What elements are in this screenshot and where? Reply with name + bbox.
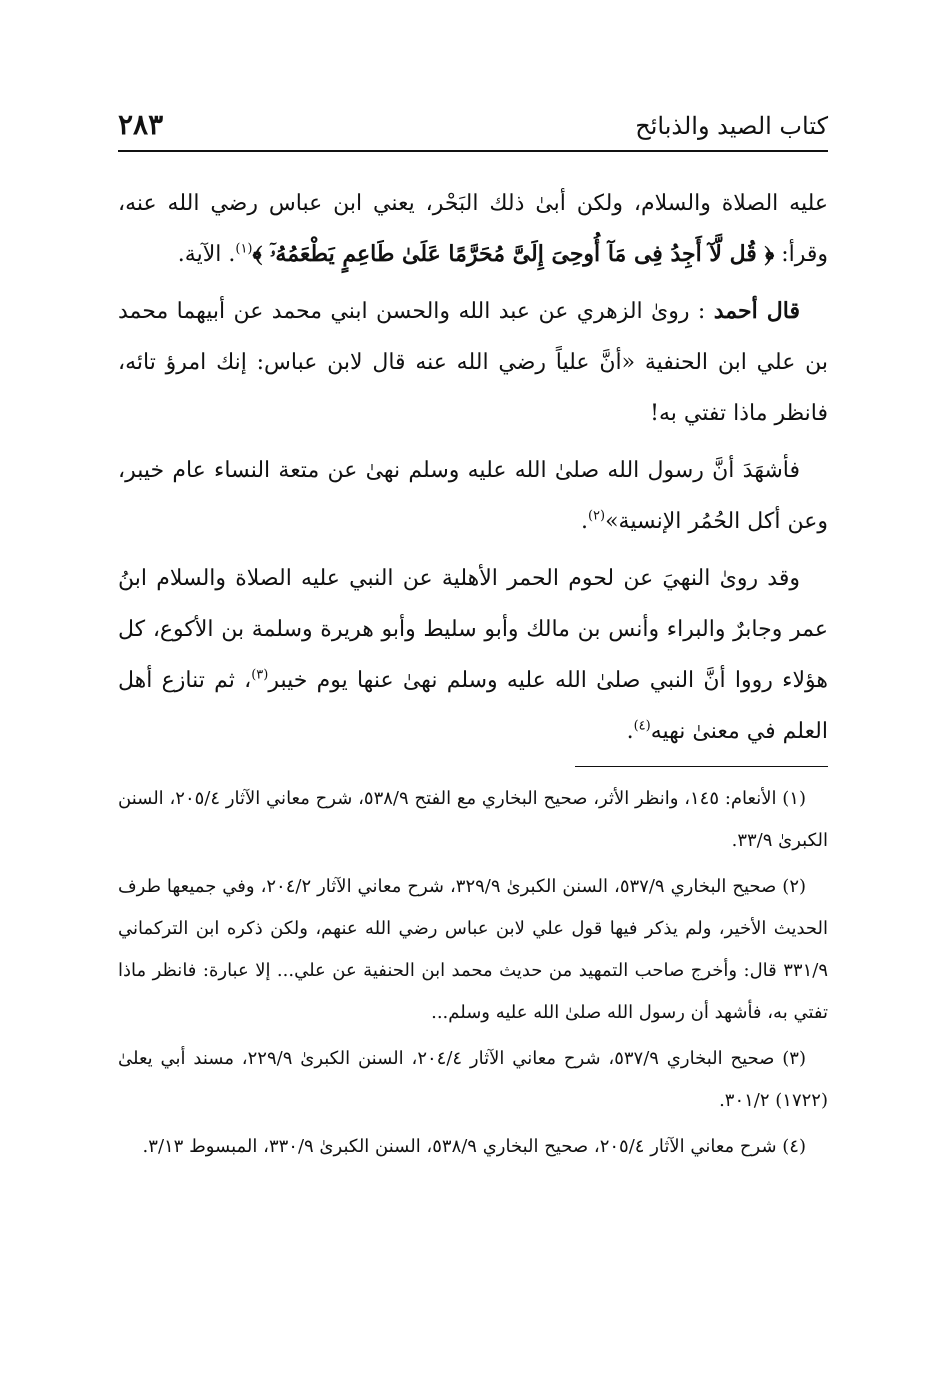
- speaker-label: قال أحمد: [713, 298, 801, 324]
- paragraph-4-end: .: [626, 719, 634, 744]
- running-title: كتاب الصيد والذبائح: [635, 112, 828, 140]
- footnotes-separator: [575, 766, 828, 767]
- page-header: [118, 104, 828, 148]
- paragraph-4-mid: ، ثم تنازع أهل العلم في معنىٰ نهيه: [118, 668, 828, 744]
- main-text: [118, 178, 828, 763]
- paragraph-1: [118, 178, 828, 280]
- paragraph-4-text: وقد رویٰ النهيَ عن لحوم الحمر الأهلية عن النبي عليه الصلاة والسلام ابنُ عمر وجابرٌ والبراء وأنس بن مالك وأبو سليط وأبو هريرة وسلمة بن الأكوع، كل هؤلاء رووا أنَّ النبي صلىٰ الله عليه وسلم نهىٰ عنها يوم خيبر: [118, 566, 829, 693]
- footnote-2: (٢) صحيح البخاري ٥٣٧/٩، السنن الكبرىٰ ٣٢٩/٩، شرح معاني الآثار ٢٠٤/٢، وفي جميعها طرف الحديث الأخير، ولم يذكر فيها قول علي لابن عباس رضي الله عنهم، ولكن ذكره ابن التركماني ٣٣١/٩ قال: وأخرج صاحب التمهيد من حديث محمد ابن الحنفية عن علي... إلا عبارة: فانظر ماذا تفتي به، فأشهد أن رسول الله صلىٰ الله عليه وسلم...: [118, 876, 829, 1023]
- footnote-1: (١) الأنعام: ١٤٥، وانظر الأثر، صحيح البخاري مع الفتح ٥٣٨/٩، شرح معاني الآثار ٢٠٥/٤، السنن الكبرىٰ ٣٣/٩.: [118, 788, 828, 851]
- page-number: ٢٨٣: [118, 108, 164, 141]
- footnotes: [118, 778, 828, 1172]
- paragraph-2-text: : رویٰ الزهري عن عبد الله والحسن ابني محمد عن أبيهما محمد بن علي ابن الحنفية «أنَّ علياً رضي الله عنه قال لابن عباس: إنك امرؤ تائه، فانظر ماذا تفتي به!: [118, 299, 828, 426]
- footnote-ref-3: (٣): [251, 667, 269, 683]
- paragraph-3-end: .: [580, 509, 588, 534]
- footnote-4: (٤) شرح معاني الآثار ٢٠٥/٤، صحيح البخاري ٥٣٨/٩، السنن الكبرىٰ ٣٣٠/٩، المبسوط ٣/١٣.: [142, 1136, 806, 1157]
- paragraph-3: [118, 445, 828, 547]
- quran-verse: ﴿ قُل لَّآ أَجِدُ فِى مَآ أُوحِىَ إِلَىَّ مُحَرَّمًا عَلَىٰ طَاعِمٍ يَطْعَمُهُۥٓ ﴾: [252, 241, 775, 267]
- paragraph-2: [118, 286, 828, 439]
- paragraph-4: [118, 553, 828, 757]
- paragraph-3-text: فأشهَدَ أنَّ رسول الله صلىٰ الله عليه وسلم نهىٰ عن متعة النساء عام خيبر، وعن أكل الحُمُر الإنسية»: [118, 458, 828, 534]
- paragraph-1-text: عليه الصلاة والسلام، ولكن أبىٰ ذلك البَحْر، يعني ابن عباس رضي الله عنه، وقرأ:: [118, 191, 828, 267]
- paragraph-1-end: . الآية.: [177, 242, 236, 267]
- footnote-ref-1: (١): [235, 241, 253, 257]
- header-rule: [118, 150, 828, 152]
- footnote-ref-2: (٢): [587, 508, 606, 524]
- footnote-3: (٣) صحيح البخاري ٥٣٧/٩، شرح معاني الآثار ٢٠٤/٤، السنن الكبرىٰ ٢٢٩/٩، مسند أبي يعلىٰ (١٧٢٢) ٣٠١/٢.: [118, 1048, 828, 1111]
- footnote-ref-4: (٤): [633, 718, 651, 734]
